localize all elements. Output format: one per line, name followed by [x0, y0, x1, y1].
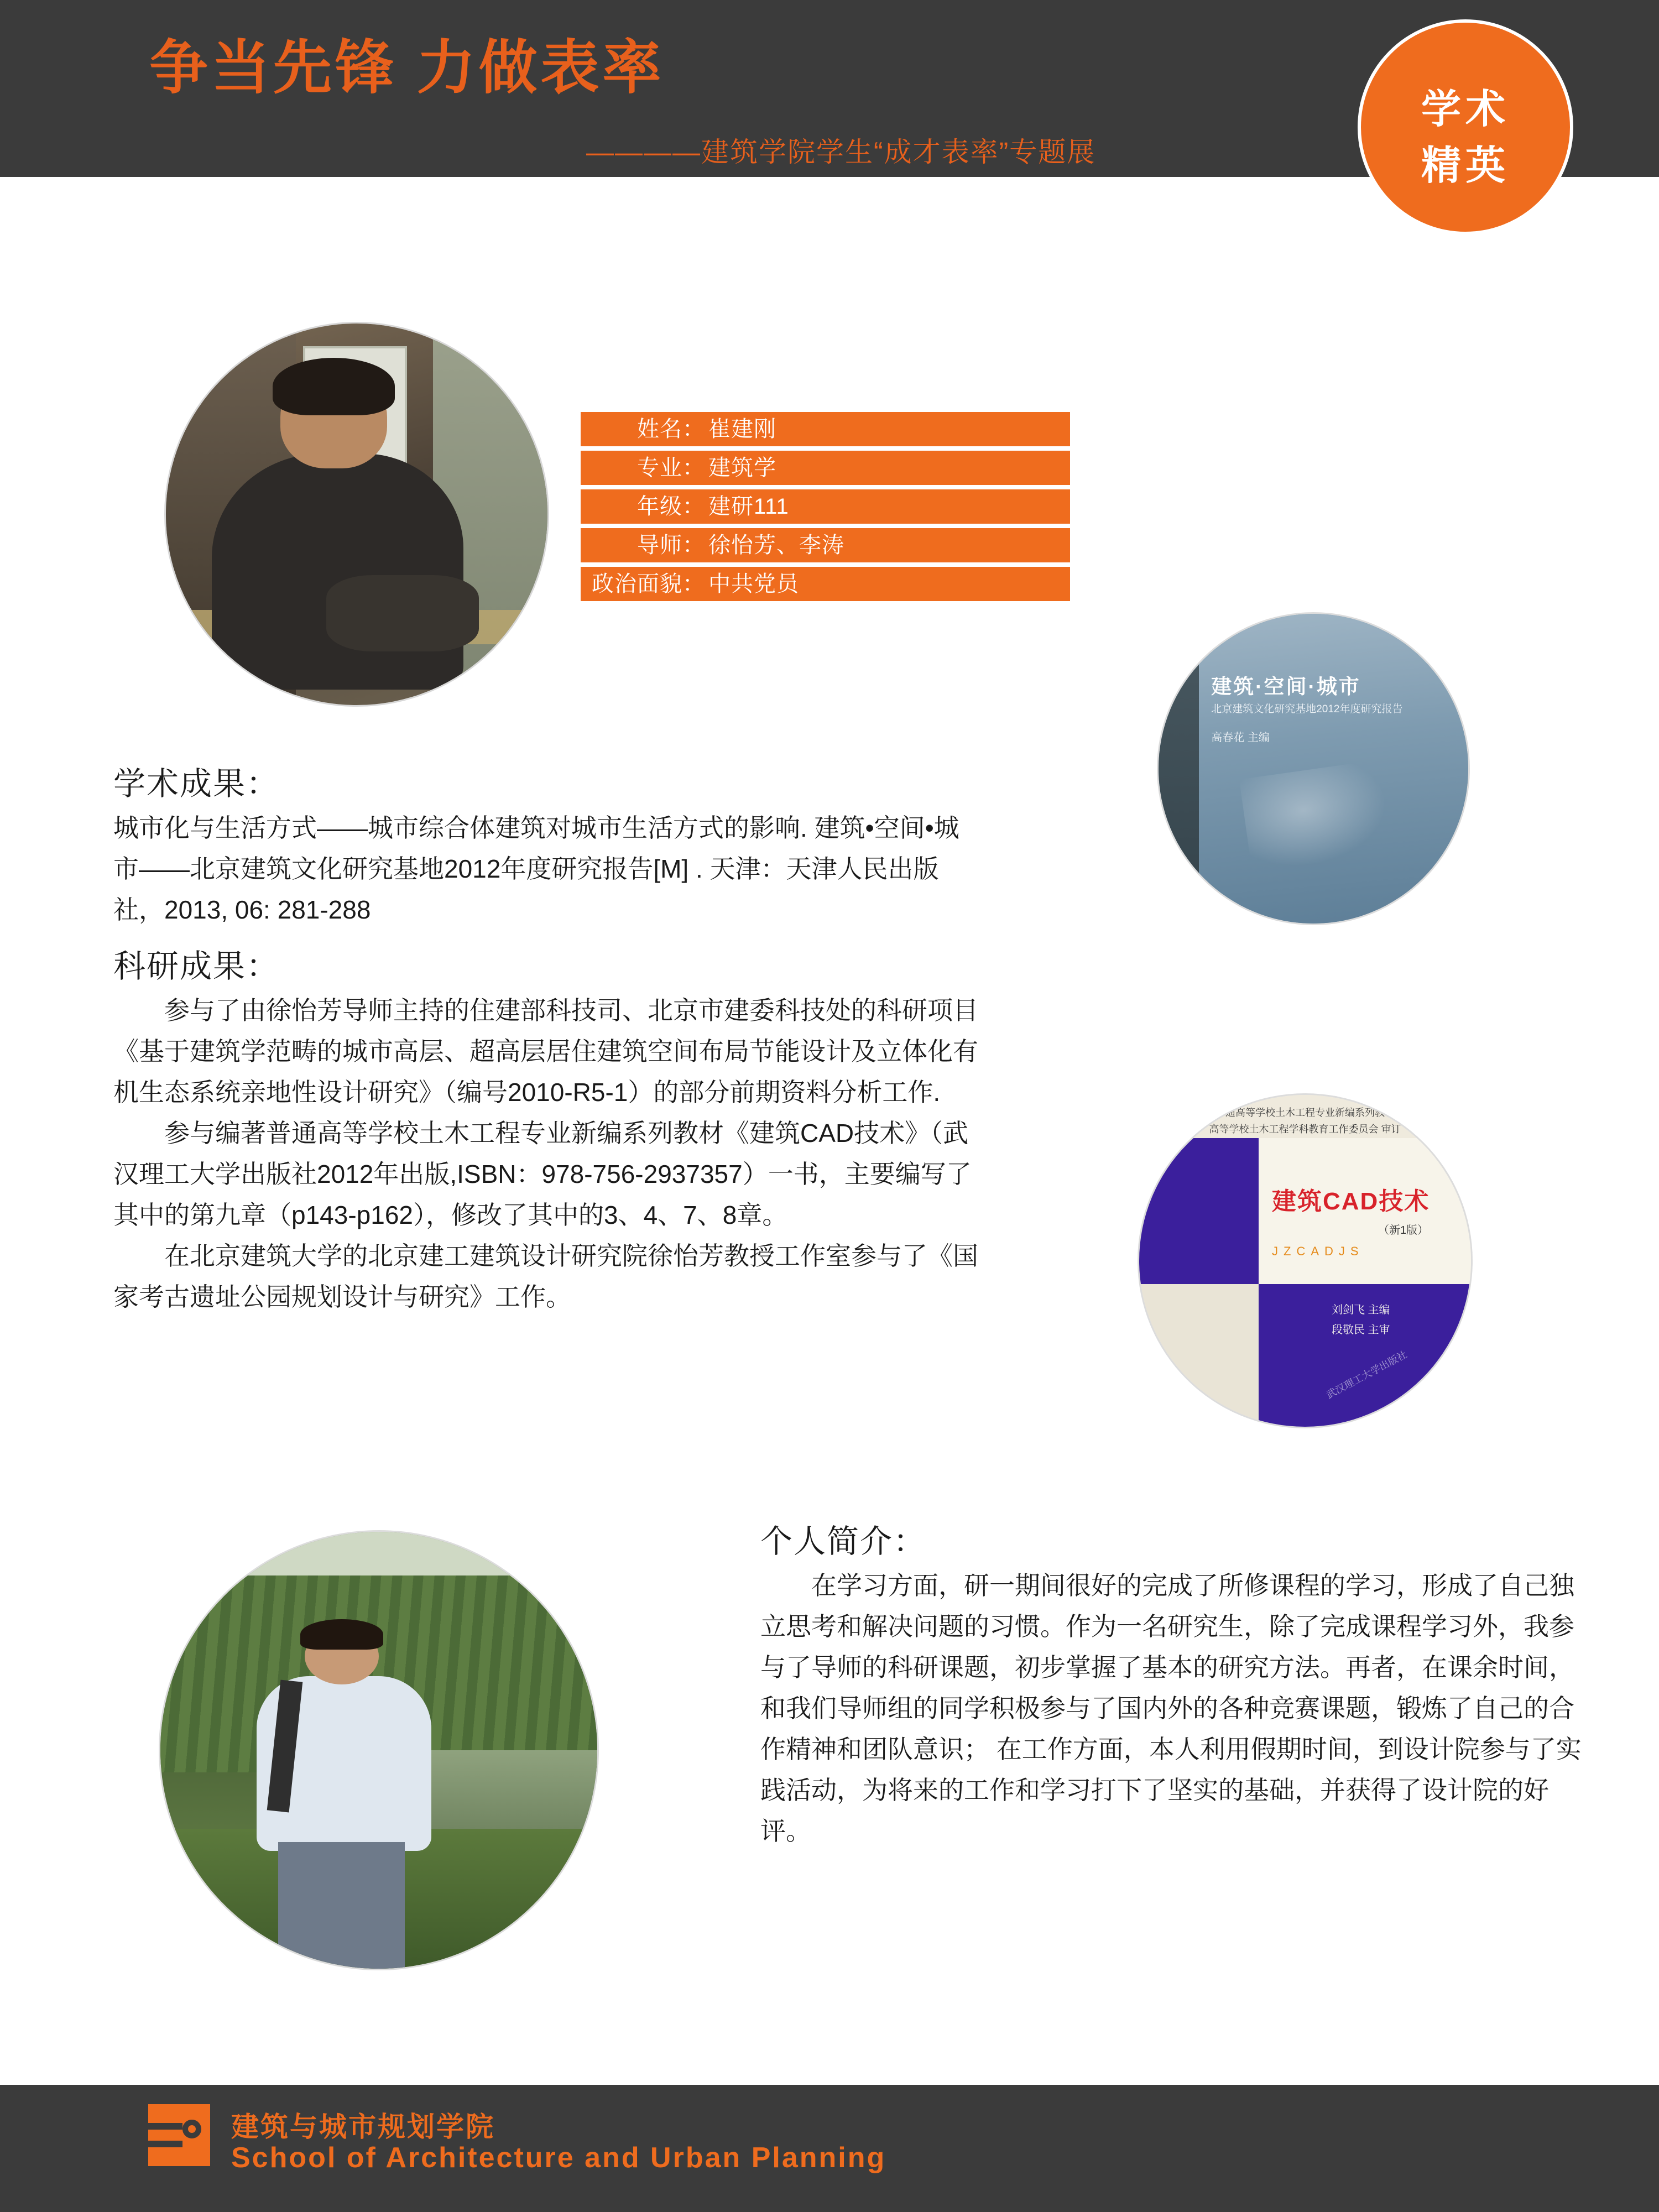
profile-label-advisor: 导师： — [637, 533, 705, 557]
footer-school-cn: 建筑与城市规划学院 — [231, 2111, 495, 2142]
profile-label-grade: 年级： — [637, 494, 705, 519]
research-paragraph: 参与编著普通高等学校土木工程专业新编系列教材《建筑CAD技术》（武汉理工大学出版社2012年出版,ISBN：978-756-2937357）一书，主要编写了其中的第九章（p143-p162），修改了其中的3、4、7、8章。 — [113, 1119, 972, 1229]
research-section-title: 科研成果： — [113, 948, 280, 984]
profile-label-major: 专业： — [637, 456, 705, 480]
book-one-spine — [1159, 614, 1199, 924]
table-row — [581, 451, 1070, 485]
book-cover-two — [1139, 1095, 1471, 1427]
profile-value-advisor: 徐怡芳、李涛 — [708, 533, 844, 557]
book-two-block-cream — [1139, 1284, 1259, 1427]
photo-person-pants — [278, 1842, 405, 1969]
table-row — [581, 528, 1070, 562]
photo-person-hair — [300, 1619, 383, 1650]
academic-section-text: 城市化与生活方式——城市综合体建筑对城市生活方式的影响. 建筑•空间•城市——北京建筑文化研究基地2012年度研究报告[M] . 天津：天津人民出版社，2013, 06: 281-288 — [113, 813, 959, 924]
profile-label-political: 政治面貌： — [592, 572, 705, 596]
book-two-edition: （新1版） — [1378, 1224, 1429, 1237]
secondary-photo — [160, 1532, 597, 1969]
logo-cut-two — [148, 2141, 182, 2147]
table-row — [581, 567, 1070, 601]
profile-value-major: 建筑学 — [708, 456, 776, 480]
school-logo-icon — [148, 2104, 210, 2166]
poster-footer — [0, 2085, 1659, 2212]
table-row — [581, 412, 1070, 446]
research-paragraph: 在北京建筑大学的北京建工建筑设计研究院徐怡芳教授工作室参与了《国家考古遗址公园规划设计与研究》工作。 — [113, 1241, 978, 1311]
book-one-artwork — [1239, 759, 1400, 878]
book-two-author-1: 刘剑飞 主编 — [1332, 1304, 1390, 1316]
avatar — [166, 324, 547, 705]
page-subtitle: ————建筑学院学生“成才表率”专题展 — [586, 137, 1096, 168]
status-badge — [1358, 19, 1573, 235]
table-row — [581, 489, 1070, 524]
book-two-pinyin: JZCADJS — [1272, 1244, 1364, 1258]
bio-section-text: 在学习方面，研一期间很好的完成了所修课程的学习，形成了自己独立思考和解决问题的习惯。作为一名研究生，除了完成课程学习外，我参与了导师的科研课题，初步掌握了基本的研究方法。再者，在课余时间，和我们导师组的同学积极参与了国内外的各种竞赛课题，锻炼了自己的合作精神和团队意识； 在工作方面，本人利用假期时间，到设计院参与了实践活动，为将来的工作和学习打下了坚实的基础，并获得了设计院的好评。 — [760, 1571, 1582, 1845]
badge-line-2: 精英 — [1421, 144, 1510, 188]
logo-circle — [182, 2120, 201, 2138]
research-paragraph: 参与了由徐怡芳导师主持的住建部科技司、北京市建委科技处的科研项目《基于建筑学范畴的城市高层、超高层居住建筑空间布局节能设计及立体化有机生态系统亲地性设计研究》（编号2010-R5-1）的部分前期资料分析工作. — [113, 996, 978, 1107]
logo-cut-one — [148, 2123, 182, 2130]
bio-section-title: 个人简介： — [760, 1524, 927, 1559]
portrait-arm — [326, 575, 479, 651]
book-one-editor: 高春花 主编 — [1211, 732, 1270, 744]
portrait-hair — [273, 358, 395, 415]
book-two-top-line-2: 高等学校土木工程学科教育工作委员会 审订 — [1209, 1124, 1401, 1135]
page-title: 争当先锋 力做表率 — [149, 35, 665, 101]
profile-label-name: 姓名： — [637, 417, 705, 441]
profile-value-grade: 建研111 — [708, 494, 789, 519]
book-two-block-blue-top — [1139, 1138, 1259, 1284]
book-two-author-2: 段敬民 主审 — [1332, 1324, 1390, 1336]
badge-line-1: 学术 — [1421, 87, 1510, 132]
profile-value-name: 崔建刚 — [708, 417, 776, 441]
book-cover-one — [1159, 614, 1468, 924]
research-section-text — [113, 990, 987, 1317]
book-two-title: 建筑CAD技术 — [1272, 1188, 1430, 1215]
profile-info-table — [581, 412, 1070, 606]
book-one-subtitle: 北京建筑文化研究基地2012年度研究报告 — [1211, 703, 1403, 715]
book-one-title: 建筑·空间·城市 — [1211, 675, 1361, 698]
academic-section-title: 学术成果： — [113, 766, 280, 802]
portrait-body — [212, 453, 463, 690]
footer-school-en: School of Architecture and Urban Planning — [231, 2142, 886, 2174]
book-two-top-line-1: 普通高等学校土木工程专业新编系列教材 — [1215, 1107, 1395, 1118]
book-two-watermark: 武汉理工大学出版社 — [1324, 1349, 1409, 1401]
profile-value-political: 中共党员 — [708, 572, 799, 596]
